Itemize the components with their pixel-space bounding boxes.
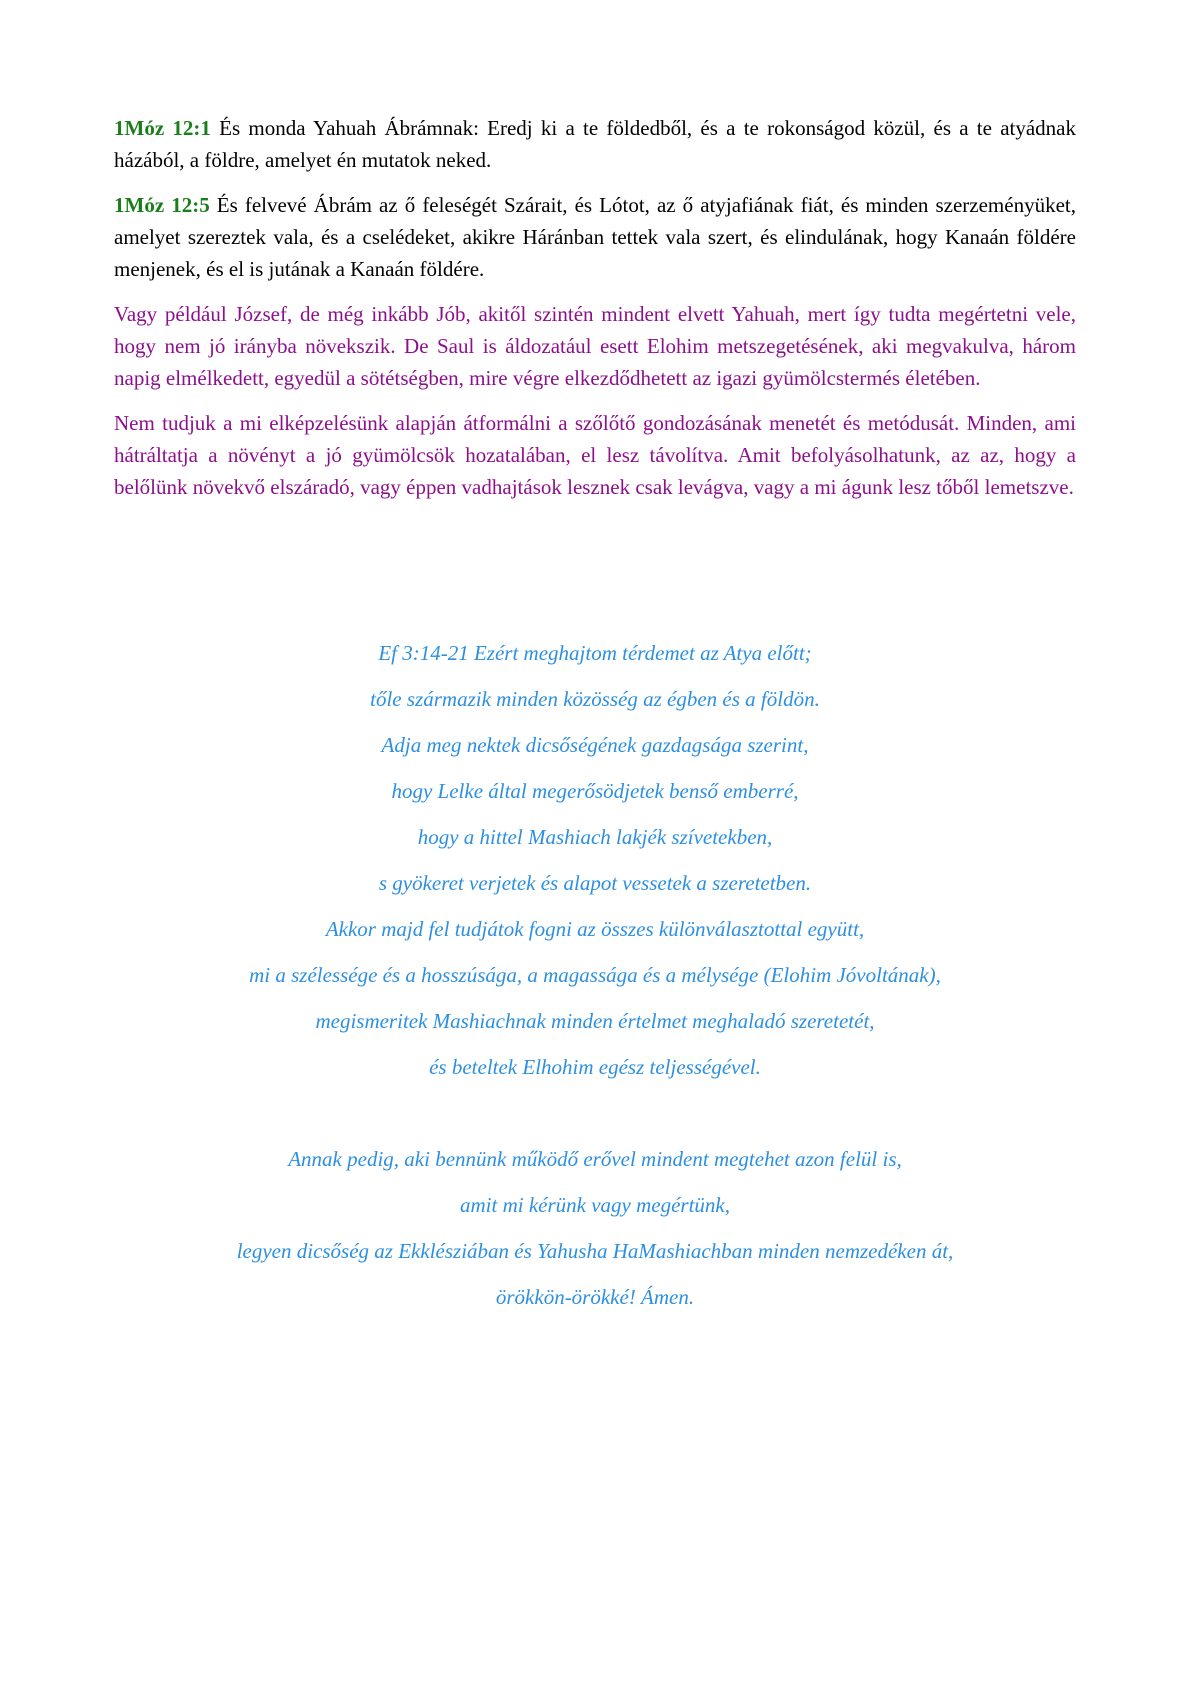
verse-text: És felvevé Ábrám az ő feleségét Szárait, és Lótot, az ő atyjafiának fiát, és minden szerzeményüket, amelyet szereztek vala, és a cselédeket, akikre Háránban tettek vala szert, és elindulának, hogy Kanaán földére menjenek, és el is jutának a Kanaán földére. <box>114 193 1076 281</box>
stanza-gap <box>114 1097 1076 1143</box>
paragraph-genesis-12-1 <box>114 112 1076 176</box>
paragraph-commentary: Vagy például József, de még inkább Jób, akitől szintén mindent elvett Yahuah, mert így tudta megértetni vele, hogy nem jó irányba növekszik. De Saul is áldozatául esett Elohim metszegetésének, aki megvakulva, három napig elmélkedett, egyedül a sötétségben, mire végre elkezdődhetett az igazi gyümölcstermés életében. <box>114 302 1076 390</box>
poem-line: Ef 3:14-21 Ezért meghajtom térdemet az Atya előtt; <box>378 641 812 665</box>
poem-line: megismeritek Mashiachnak minden értelmet meghaladó szeretetét, <box>315 1009 875 1033</box>
poem-line: Adja meg nektek dicsőségének gazdagsága szerint, <box>381 733 809 757</box>
poem-line: legyen dicsőség az Ekklésziában és Yahusha HaMashiachban minden nemzedéken át, <box>236 1239 954 1263</box>
poem-line: amit mi kérünk vagy megértünk, <box>460 1193 730 1217</box>
poem-stanza <box>114 1143 1076 1327</box>
poem-line: mi a szélessége és a hosszúsága, a magassága és a mélysége (Elohim Jóvoltának), <box>249 963 941 987</box>
verse-reference: 1Móz 12:1 <box>114 116 211 140</box>
poem-line: Annak pedig, aki bennünk működő erővel mindent megtehet azon felül is, <box>288 1147 902 1171</box>
poem-line: és beteltek Elhohim egész teljességével. <box>429 1055 761 1079</box>
paragraph-genesis-12-5 <box>114 189 1076 285</box>
poem-line: Akkor majd fel tudjátok fogni az összes különválasztottal együtt, <box>325 917 865 941</box>
poem-line: tőle származik minden közösség az égben és a földön. <box>370 687 820 711</box>
body-text <box>114 112 1076 516</box>
verse-reference: 1Móz 12:5 <box>114 193 210 217</box>
poem-line: hogy Lelke által megerősödjetek benső emberré, <box>391 779 799 803</box>
poem-line: hogy a hittel Mashiach lakjék szívetekben, <box>417 825 773 849</box>
verse-text: És monda Yahuah Ábrámnak: Eredj ki a te földedből, és a te rokonságod közül, és a te atyádnak házából, a földre, amelyet én mutatok neked. <box>114 116 1076 172</box>
paragraph-commentary: Nem tudjuk a mi elképzelésünk alapján átformálni a szőlőtő gondozásának menetét és metódusát. Minden, ami hátráltatja a növényt a jó gyümölcsök hozatalában, el lesz távolítva. Amit befolyásolhatunk, az az, hogy a belőlünk növekvő elszáradó, vagy éppen vadhajtások lesznek csak levágva, vagy a mi águnk lesz tőből lemetszve. <box>114 411 1076 499</box>
scripture-poem <box>114 637 1076 1327</box>
poem-line: s gyökeret verjetek és alapot vessetek a szeretetben. <box>378 871 812 895</box>
poem-line: örökkön-örökké! Ámen. <box>495 1285 695 1309</box>
poem-stanza <box>114 637 1076 1097</box>
